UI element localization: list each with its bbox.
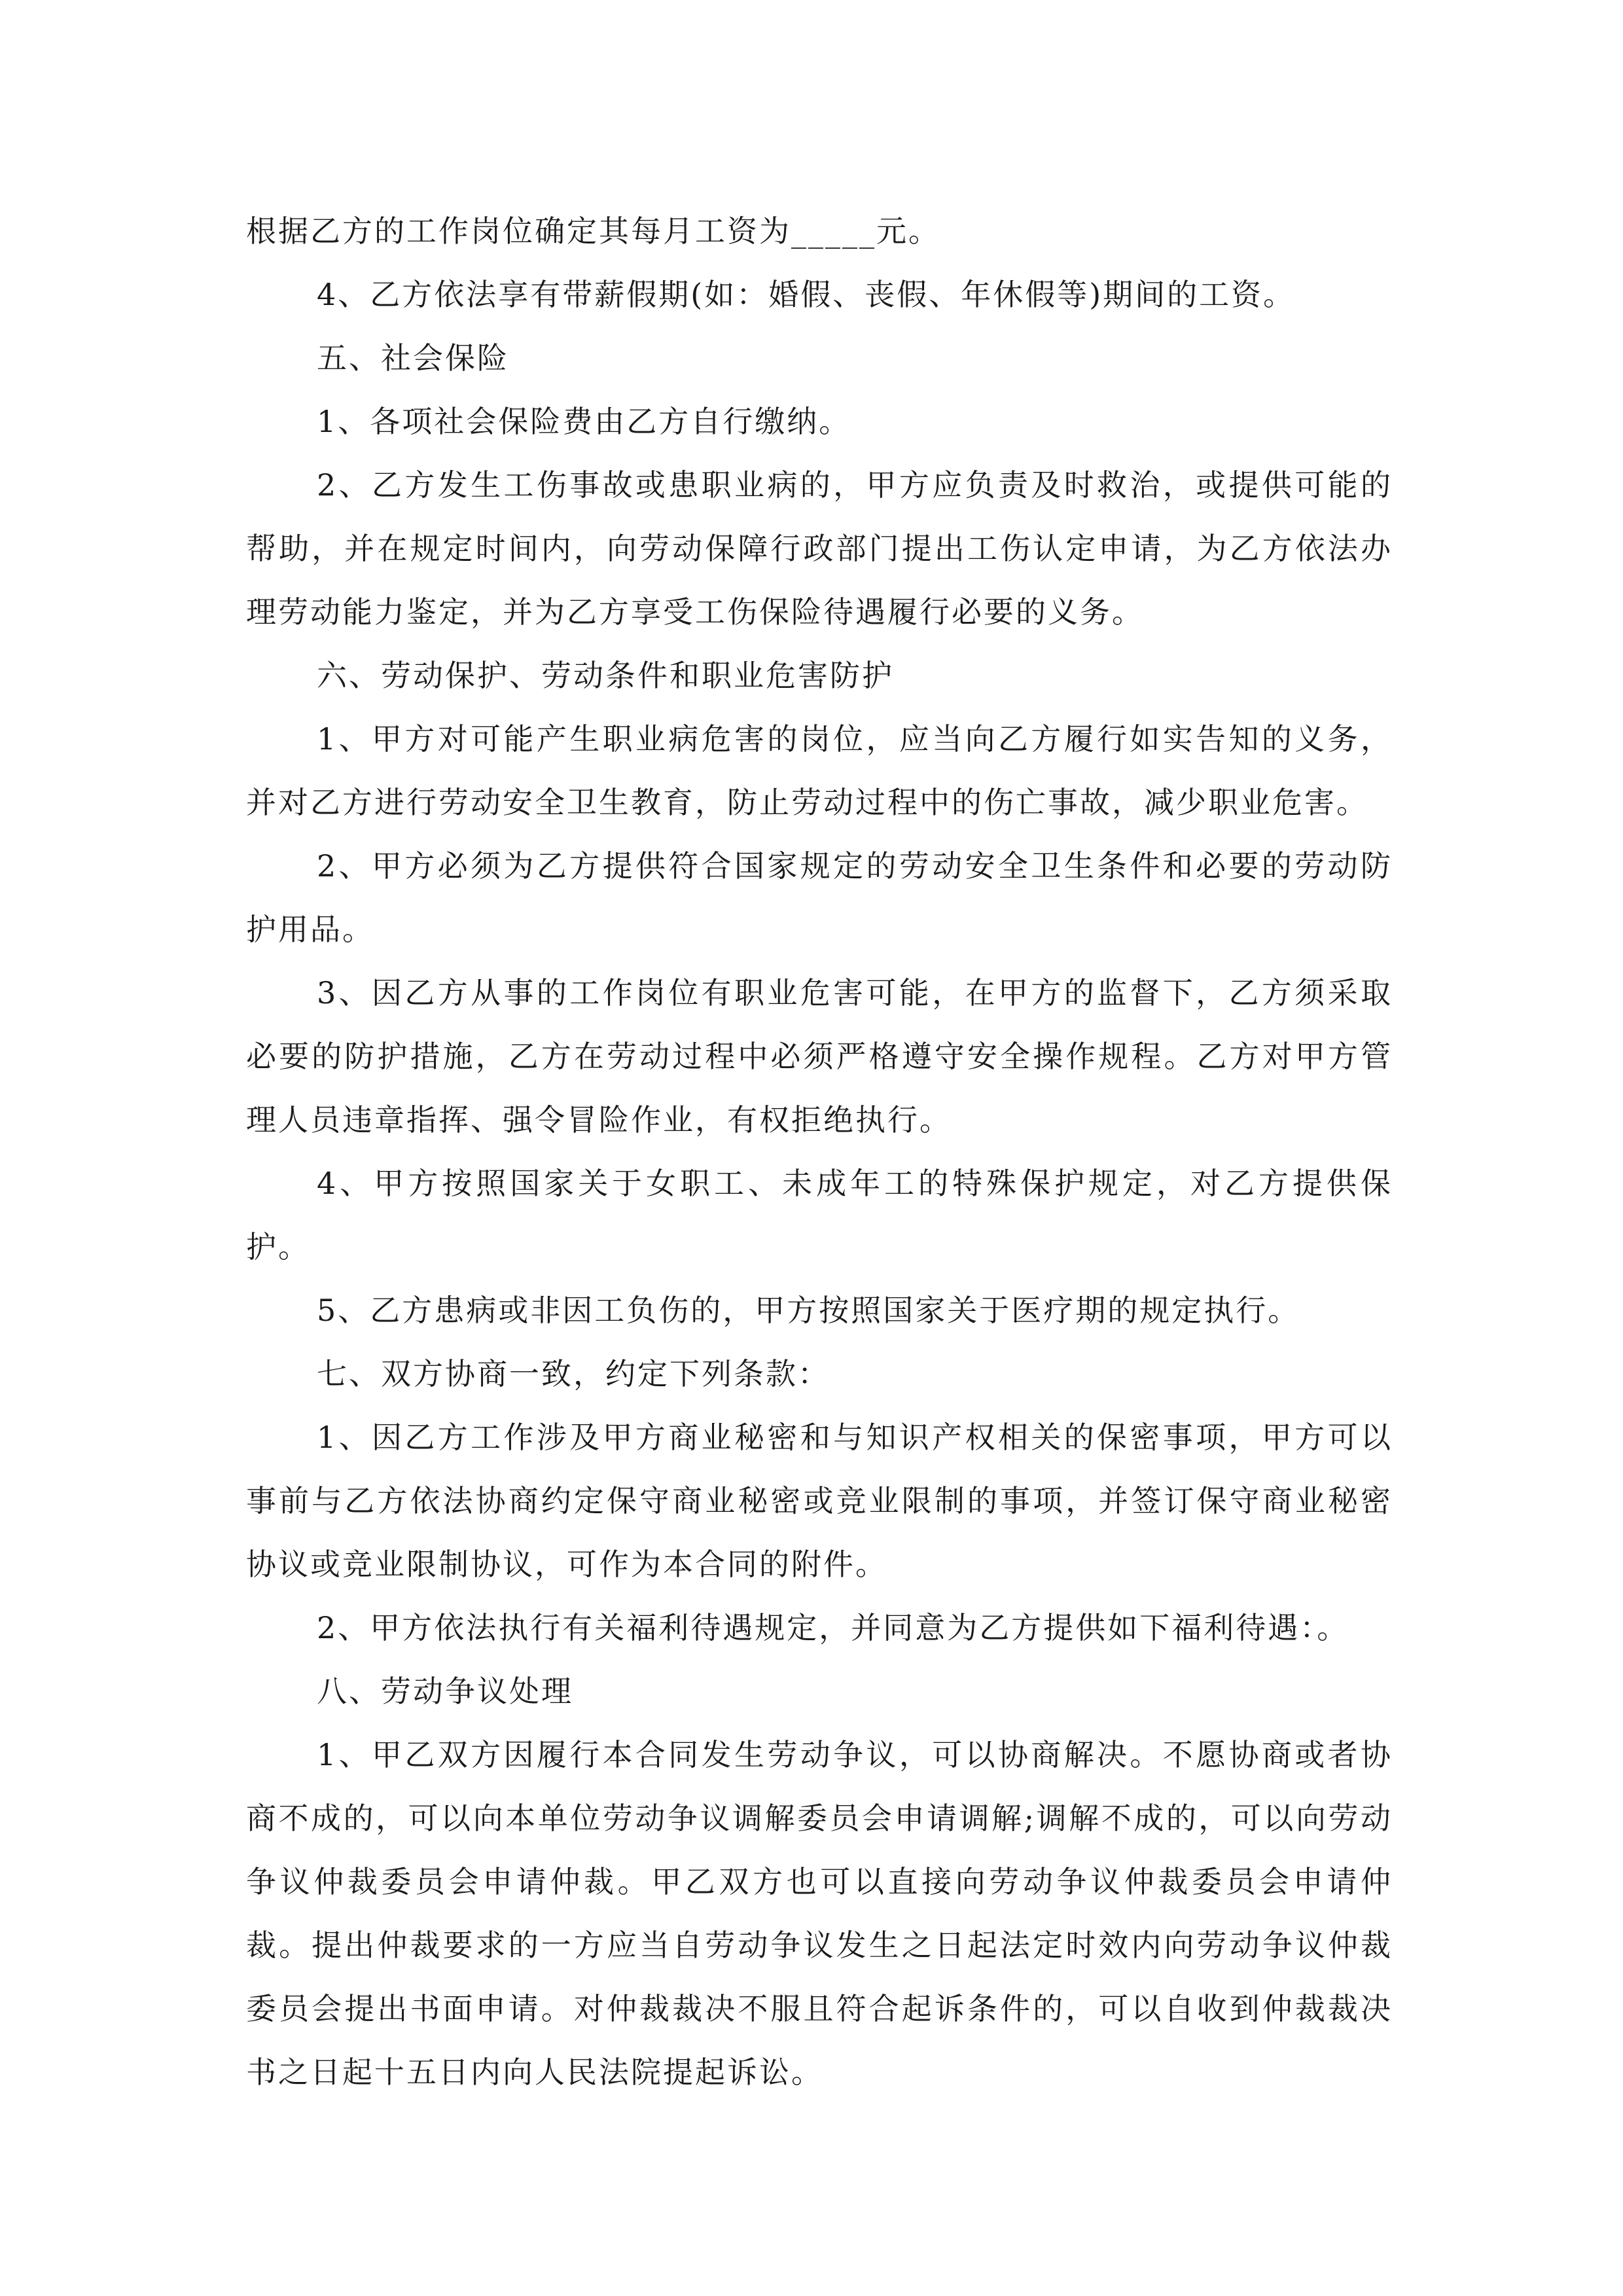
section-heading-dispute: 八、劳动争议处理: [317, 1674, 573, 1709]
paragraph-insurance-2: 2、乙方发生工伤事故或患职业病的，甲方应负责及时救治，或提供可能的帮助，并在规定时间内，向劳动保障行政部门提出工伤认定申请，为乙方依法办理劳动能力鉴定，并为乙方享受工伤保险待遇履行必要的义务。: [246, 467, 1393, 630]
section-heading-social-insurance: 五、社会保险: [317, 340, 509, 376]
paragraph-dispute-1: 1、甲乙双方因履行本合同发生劳动争议，可以协商解决。不愿协商或者协商不成的，可以向本单位劳动争议调解委员会申请调解;调解不成的，可以向劳动争议仲裁委员会申请仲裁。甲乙双方也可以直接向劳动争议仲裁委员会申请仲裁。提出仲裁要求的一方应当自劳动争议发生之日起法定时效内向劳动争议仲裁委员会提出书面申请。对仲裁裁决不服且符合起诉条件的，可以自收到仲裁裁决书之日起十五日内向人民法院提起诉讼。: [246, 1737, 1393, 2090]
paragraph-protection-4: 4、甲方按照国家关于女职工、未成年工的特殊保护规定，对乙方提供保护。: [246, 1166, 1393, 1265]
paragraph-protection-3: 3、因乙方从事的工作岗位有职业危害可能，在甲方的监督下，乙方须采取必要的防护措施，乙方在劳动过程中必须严格遵守安全操作规程。乙方对甲方管理人员违章指挥、强令冒险作业，有权拒绝执行。: [246, 975, 1393, 1138]
paragraph-terms-2: 2、甲方依法执行有关福利待遇规定，并同意为乙方提供如下福利待遇：。: [317, 1610, 1349, 1645]
document-body: [246, 200, 1393, 2104]
paragraph-insurance-1: 1、各项社会保险费由乙方自行缴纳。: [317, 404, 851, 439]
paragraph-paid-leave: 4、乙方依法享有带薪假期(如：婚假、丧假、年休假等)期间的工资。: [317, 277, 1296, 312]
paragraph-protection-5: 5、乙方患病或非因工负伤的，甲方按照国家关于医疗期的规定执行。: [317, 1293, 1300, 1328]
paragraph-salary-amount: 根据乙方的工作岗位确定其每月工资为_____元。: [246, 213, 940, 249]
paragraph-terms-1: 1、因乙方工作涉及甲方商业秘密和与知识产权相关的保密事项，甲方可以事前与乙方依法协商约定保守商业秘密或竞业限制的事项，并签订保守商业秘密协议或竞业限制协议，可作为本合同的附件。: [246, 1420, 1393, 1582]
section-heading-agreed-terms: 七、双方协商一致，约定下列条款：: [317, 1356, 830, 1391]
paragraph-protection-1: 1、甲方对可能产生职业病危害的岗位，应当向乙方履行如实告知的义务，并对乙方进行劳动安全卫生教育，防止劳动过程中的伤亡事故，减少职业危害。: [246, 721, 1393, 820]
section-heading-labor-protection: 六、劳动保护、劳动条件和职业危害防护: [317, 658, 894, 693]
paragraph-protection-2: 2、甲方必须为乙方提供符合国家规定的劳动安全卫生条件和必要的劳动防护用品。: [246, 848, 1393, 947]
